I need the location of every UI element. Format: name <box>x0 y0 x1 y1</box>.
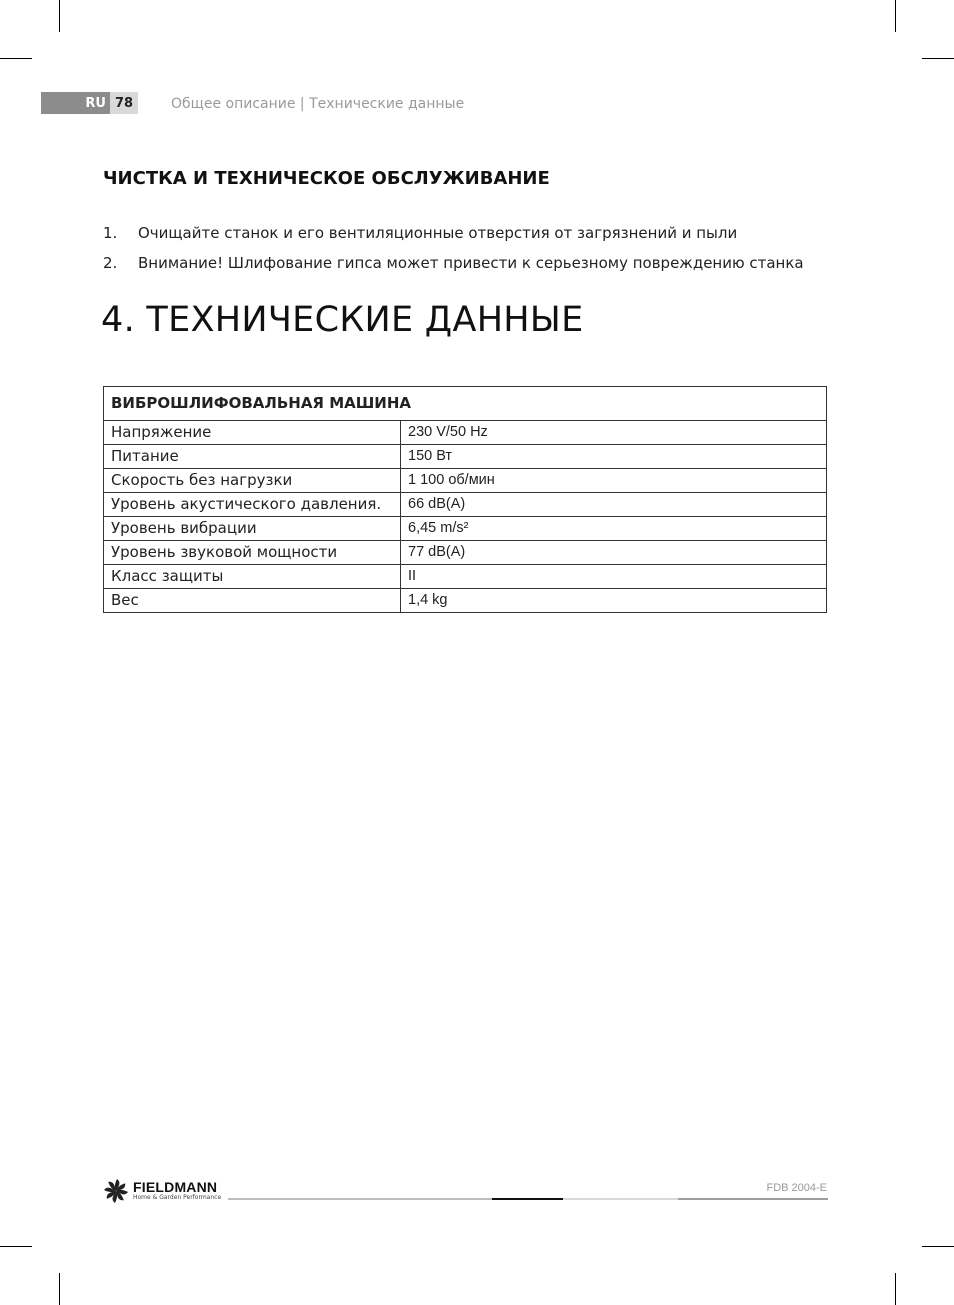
table-row <box>104 493 827 517</box>
model-number: FDB 2004-E <box>766 1182 827 1194</box>
spec-label: Скорость без нагрузки <box>104 469 401 493</box>
list-item-number: 1. <box>103 224 118 242</box>
language-badge: RU <box>41 92 110 114</box>
spec-value: 1,4 kg <box>401 589 827 613</box>
spec-label: Уровень звуковой мощности <box>104 541 401 565</box>
list-item <box>103 248 804 278</box>
section-title: ЧИСТКА И ТЕХНИЧЕСКОЕ ОБСЛУЖИВАНИЕ <box>103 168 550 189</box>
crop-mark <box>922 1246 954 1247</box>
table-row <box>104 589 827 613</box>
footer-rule <box>228 1198 492 1200</box>
page-header <box>41 92 138 114</box>
fan-icon <box>103 1178 129 1204</box>
crop-mark <box>0 58 32 59</box>
spec-value: 77 dB(A) <box>401 541 827 565</box>
spec-value: 1 100 об/мин <box>401 469 827 493</box>
spec-label: Уровень вибрации <box>104 517 401 541</box>
crop-mark <box>895 1273 896 1305</box>
table-header-row <box>104 387 827 421</box>
table-row <box>104 469 827 493</box>
footer-rule <box>563 1198 678 1200</box>
table-row <box>104 565 827 589</box>
page-number: 78 <box>110 92 138 114</box>
spec-value: 150 Вт <box>401 445 827 469</box>
crop-mark <box>59 0 60 32</box>
table-row <box>104 421 827 445</box>
fieldmann-logo <box>103 1178 221 1204</box>
list-item-number: 2. <box>103 254 118 272</box>
crop-mark <box>59 1273 60 1305</box>
table-row <box>104 541 827 565</box>
crop-mark <box>895 0 896 32</box>
spec-value: II <box>401 565 827 589</box>
spec-label: Класс защиты <box>104 565 401 589</box>
brand-tagline: Home & Garden Performance <box>133 1194 222 1201</box>
table-heading: ВИБРОШЛИФОВАЛЬНАЯ МАШИНА <box>104 387 827 421</box>
spec-label: Вес <box>104 589 401 613</box>
brand-name: FIELDMANN <box>133 1179 218 1195</box>
crop-mark <box>0 1246 32 1247</box>
spec-label: Напряжение <box>104 421 401 445</box>
maintenance-list <box>103 218 804 278</box>
spec-value: 6,45 m/s² <box>401 517 827 541</box>
crop-mark <box>922 58 954 59</box>
list-item <box>103 218 804 248</box>
footer-rule <box>678 1198 828 1200</box>
table-row <box>104 445 827 469</box>
spec-value: 66 dB(A) <box>401 493 827 517</box>
list-item-text: Внимание! Шлифование гипса может привести к серьезному повреждению станка <box>138 254 804 272</box>
spec-value: 230 V/50 Hz <box>401 421 827 445</box>
spec-table <box>103 386 827 613</box>
breadcrumb: Общее описание | Технические данные <box>171 96 465 112</box>
list-item-text: Очищайте станок и его вентиляционные отверстия от загрязнений и пыли <box>138 224 738 242</box>
footer-rule <box>492 1198 563 1200</box>
chapter-title: 4. ТЕХНИЧЕСКИЕ ДАННЫЕ <box>101 300 584 340</box>
table-row <box>104 517 827 541</box>
spec-label: Питание <box>104 445 401 469</box>
spec-label: Уровень акустического давления. <box>104 493 401 517</box>
